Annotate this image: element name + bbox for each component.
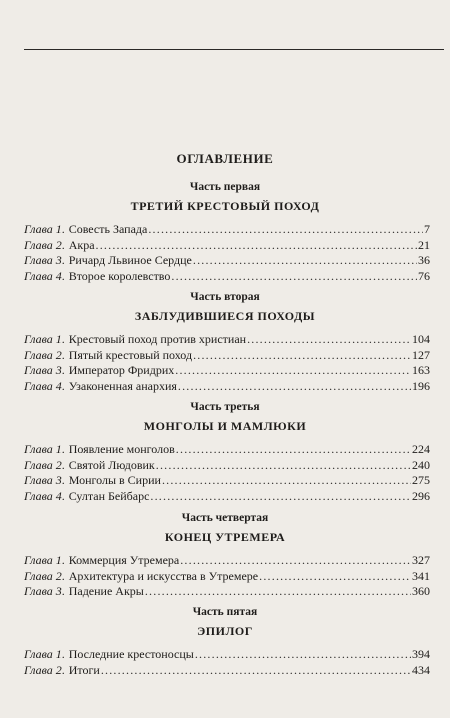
chapter-title: Император Фридрих	[68, 363, 175, 378]
page-number: 7	[424, 222, 430, 236]
dot-leader	[193, 253, 417, 269]
part-title: КОНЕЦ УТРЕМЕРА	[164, 530, 286, 544]
chapter-label: Глава	[24, 378, 53, 393]
chapter-number: 2	[55, 568, 62, 583]
chapter-label: Глава	[24, 222, 53, 236]
page-number: 240	[412, 457, 430, 472]
chapter-label: Глава	[24, 488, 53, 503]
chapter-number: 1	[55, 553, 62, 567]
part-title: ТРЕТИЙ КРЕСТОВЫЙ ПОХОД	[130, 199, 320, 213]
page-number: 360	[412, 584, 430, 599]
chapter-label: Глава	[24, 553, 53, 567]
chapter-entry[interactable]: Глава 3 . Ричард Львиное Сердце ..... 36	[24, 253, 430, 269]
chapter-entry[interactable]: Глава 3 . Падение Акры ..... 360	[24, 584, 430, 600]
chapter-title: Коммерция Утремера	[68, 553, 180, 567]
page-number: 196	[412, 378, 430, 393]
dot-leader	[178, 379, 411, 395]
dot-leader	[259, 569, 411, 585]
chapter-title: Архитектура и искусства в Утремере	[68, 568, 259, 583]
chapter-label: Глава	[24, 473, 53, 488]
dot-leader	[175, 363, 411, 379]
part-label: Часть третья	[190, 401, 260, 413]
chapter-title: Последние крестоносцы	[68, 647, 194, 661]
chapter-title: Пятый крестовый поход	[68, 347, 193, 362]
page-number: 127	[412, 347, 430, 362]
chapter-number: 2	[55, 457, 62, 472]
chapter-number: 4	[55, 268, 62, 283]
chapter-number: 2	[55, 662, 62, 677]
chapter-title: Султан Бейбарс	[68, 488, 150, 503]
dot-leader	[145, 584, 411, 600]
page-number: 434	[412, 662, 430, 677]
chapter-label: Глава	[24, 253, 53, 268]
chapter-entry[interactable]: Глава 3 . Монголы в Сирии ..... 275	[24, 473, 430, 489]
chapter-number: 3	[55, 584, 62, 599]
chapter-list	[0, 222, 450, 284]
dot-leader	[156, 458, 411, 474]
chapter-label: Глава	[24, 662, 53, 677]
dot-leader	[162, 473, 411, 489]
part-label: Часть пятая	[192, 606, 258, 618]
part-title: ЗАБЛУДИВШИЕСЯ ПОХОДЫ	[134, 309, 316, 323]
chapter-number: 1	[55, 332, 62, 346]
chapter-entry[interactable]: Глава 4 . Султан Бейбарс ..... 296	[24, 489, 430, 505]
chapter-entry[interactable]: Глава 3 . Император Фридрих ..... 163	[24, 363, 430, 379]
chapter-title: Падение Акры	[68, 584, 144, 599]
chapter-label: Глава	[24, 647, 53, 661]
chapter-title: Крестовый поход против христиан	[68, 332, 247, 346]
part-5	[0, 605, 450, 678]
chapter-number: 1	[55, 222, 62, 236]
toc-title: ОГЛАВЛЕНИЕ	[176, 151, 274, 166]
chapter-number: 3	[55, 473, 62, 488]
chapter-title: Акра	[68, 237, 95, 252]
chapter-label: Глава	[24, 363, 53, 378]
dot-leader	[148, 222, 423, 238]
chapter-list	[0, 553, 450, 600]
part-3	[0, 400, 450, 504]
dot-leader	[101, 663, 411, 679]
chapter-label: Глава	[24, 237, 53, 252]
chapter-label: Глава	[24, 584, 53, 599]
dot-leader	[180, 553, 411, 569]
dot-leader	[171, 269, 417, 285]
part-label: Часть четвертая	[181, 512, 269, 524]
top-rule	[24, 49, 444, 50]
page-number: 275	[412, 473, 430, 488]
dot-leader	[247, 332, 411, 348]
chapter-label: Глава	[24, 332, 53, 346]
chapter-number: 3	[55, 253, 62, 268]
chapter-title: Второе королевство	[68, 268, 171, 283]
page-number: 394	[412, 647, 430, 661]
chapter-number: 3	[55, 363, 62, 378]
dot-leader	[195, 647, 411, 663]
page-number: 163	[412, 363, 430, 378]
part-title: МОНГОЛЫ И МАМЛЮКИ	[143, 419, 307, 433]
part-label: Часть вторая	[190, 291, 260, 303]
chapter-title: Святой Людовик	[68, 457, 155, 472]
chapter-number: 1	[55, 442, 62, 456]
chapter-label: Глава	[24, 568, 53, 583]
chapter-label: Глава	[24, 442, 53, 456]
dot-leader	[176, 442, 411, 458]
page-number: 36	[418, 253, 430, 268]
chapter-label: Глава	[24, 268, 53, 283]
chapter-entry[interactable]: Глава 2 . Акра ..... 21	[24, 238, 430, 254]
part-title: ЭПИЛОГ	[197, 624, 253, 638]
part-4	[0, 511, 450, 600]
part-1	[0, 180, 450, 284]
page-number: 327	[412, 553, 430, 567]
chapter-entry[interactable]: Глава 1 . Коммерция Утремера ..... 327	[24, 553, 430, 569]
dot-leader	[96, 238, 417, 254]
chapter-entry[interactable]: Глава 1 . Совесть Запада ..... 7	[24, 222, 430, 238]
chapter-entry[interactable]: Глава 1 . Появление монголов ..... 224	[24, 442, 430, 458]
chapter-entry[interactable]: Глава 2 . Пятый крестовый поход ..... 127	[24, 348, 430, 364]
page-number: 104	[412, 332, 430, 346]
chapter-number: 1	[55, 647, 62, 661]
page-number: 341	[412, 568, 430, 583]
chapter-list	[0, 442, 450, 504]
chapter-entry[interactable]: Глава 4 . Узаконенная анархия ..... 196	[24, 379, 430, 395]
dot-leader	[193, 348, 411, 364]
chapter-entry[interactable]: Глава 2 . Архитектура и искусства в Утремере ..... 341	[24, 569, 430, 585]
chapter-label: Глава	[24, 347, 53, 362]
chapter-title: Итоги	[68, 662, 100, 677]
chapter-list	[0, 647, 450, 678]
chapter-number: 4	[55, 378, 62, 393]
chapter-list	[0, 332, 450, 394]
chapter-entry[interactable]: Глава 2 . Святой Людовик ..... 240	[24, 458, 430, 474]
chapter-title: Узаконенная анархия	[68, 378, 177, 393]
chapter-entry[interactable]: Глава 4 . Второе королевство ..... 76	[24, 269, 430, 285]
chapter-label: Глава	[24, 457, 53, 472]
part-2	[0, 290, 450, 394]
chapter-entry[interactable]: Глава 2 . Итоги ..... 434	[24, 663, 430, 679]
chapter-number: 2	[55, 237, 62, 252]
page-number: 224	[412, 442, 430, 456]
chapter-title: Монголы в Сирии	[68, 473, 161, 488]
page-number: 296	[412, 488, 430, 503]
chapter-entry[interactable]: Глава 1 . Последние крестоносцы ..... 394	[24, 647, 430, 663]
chapter-number: 2	[55, 347, 62, 362]
chapter-title: Ричард Львиное Сердце	[68, 253, 192, 268]
chapter-title: Совесть Запада	[68, 222, 148, 236]
page-number: 76	[418, 268, 430, 283]
chapter-number: 4	[55, 488, 62, 503]
page-number: 21	[418, 237, 430, 252]
dot-leader	[150, 489, 411, 505]
chapter-entry[interactable]: Глава 1 . Крестовый поход против христиан ..... 104	[24, 332, 430, 348]
chapter-title: Появление монголов	[68, 442, 175, 456]
part-label: Часть первая	[189, 181, 261, 193]
